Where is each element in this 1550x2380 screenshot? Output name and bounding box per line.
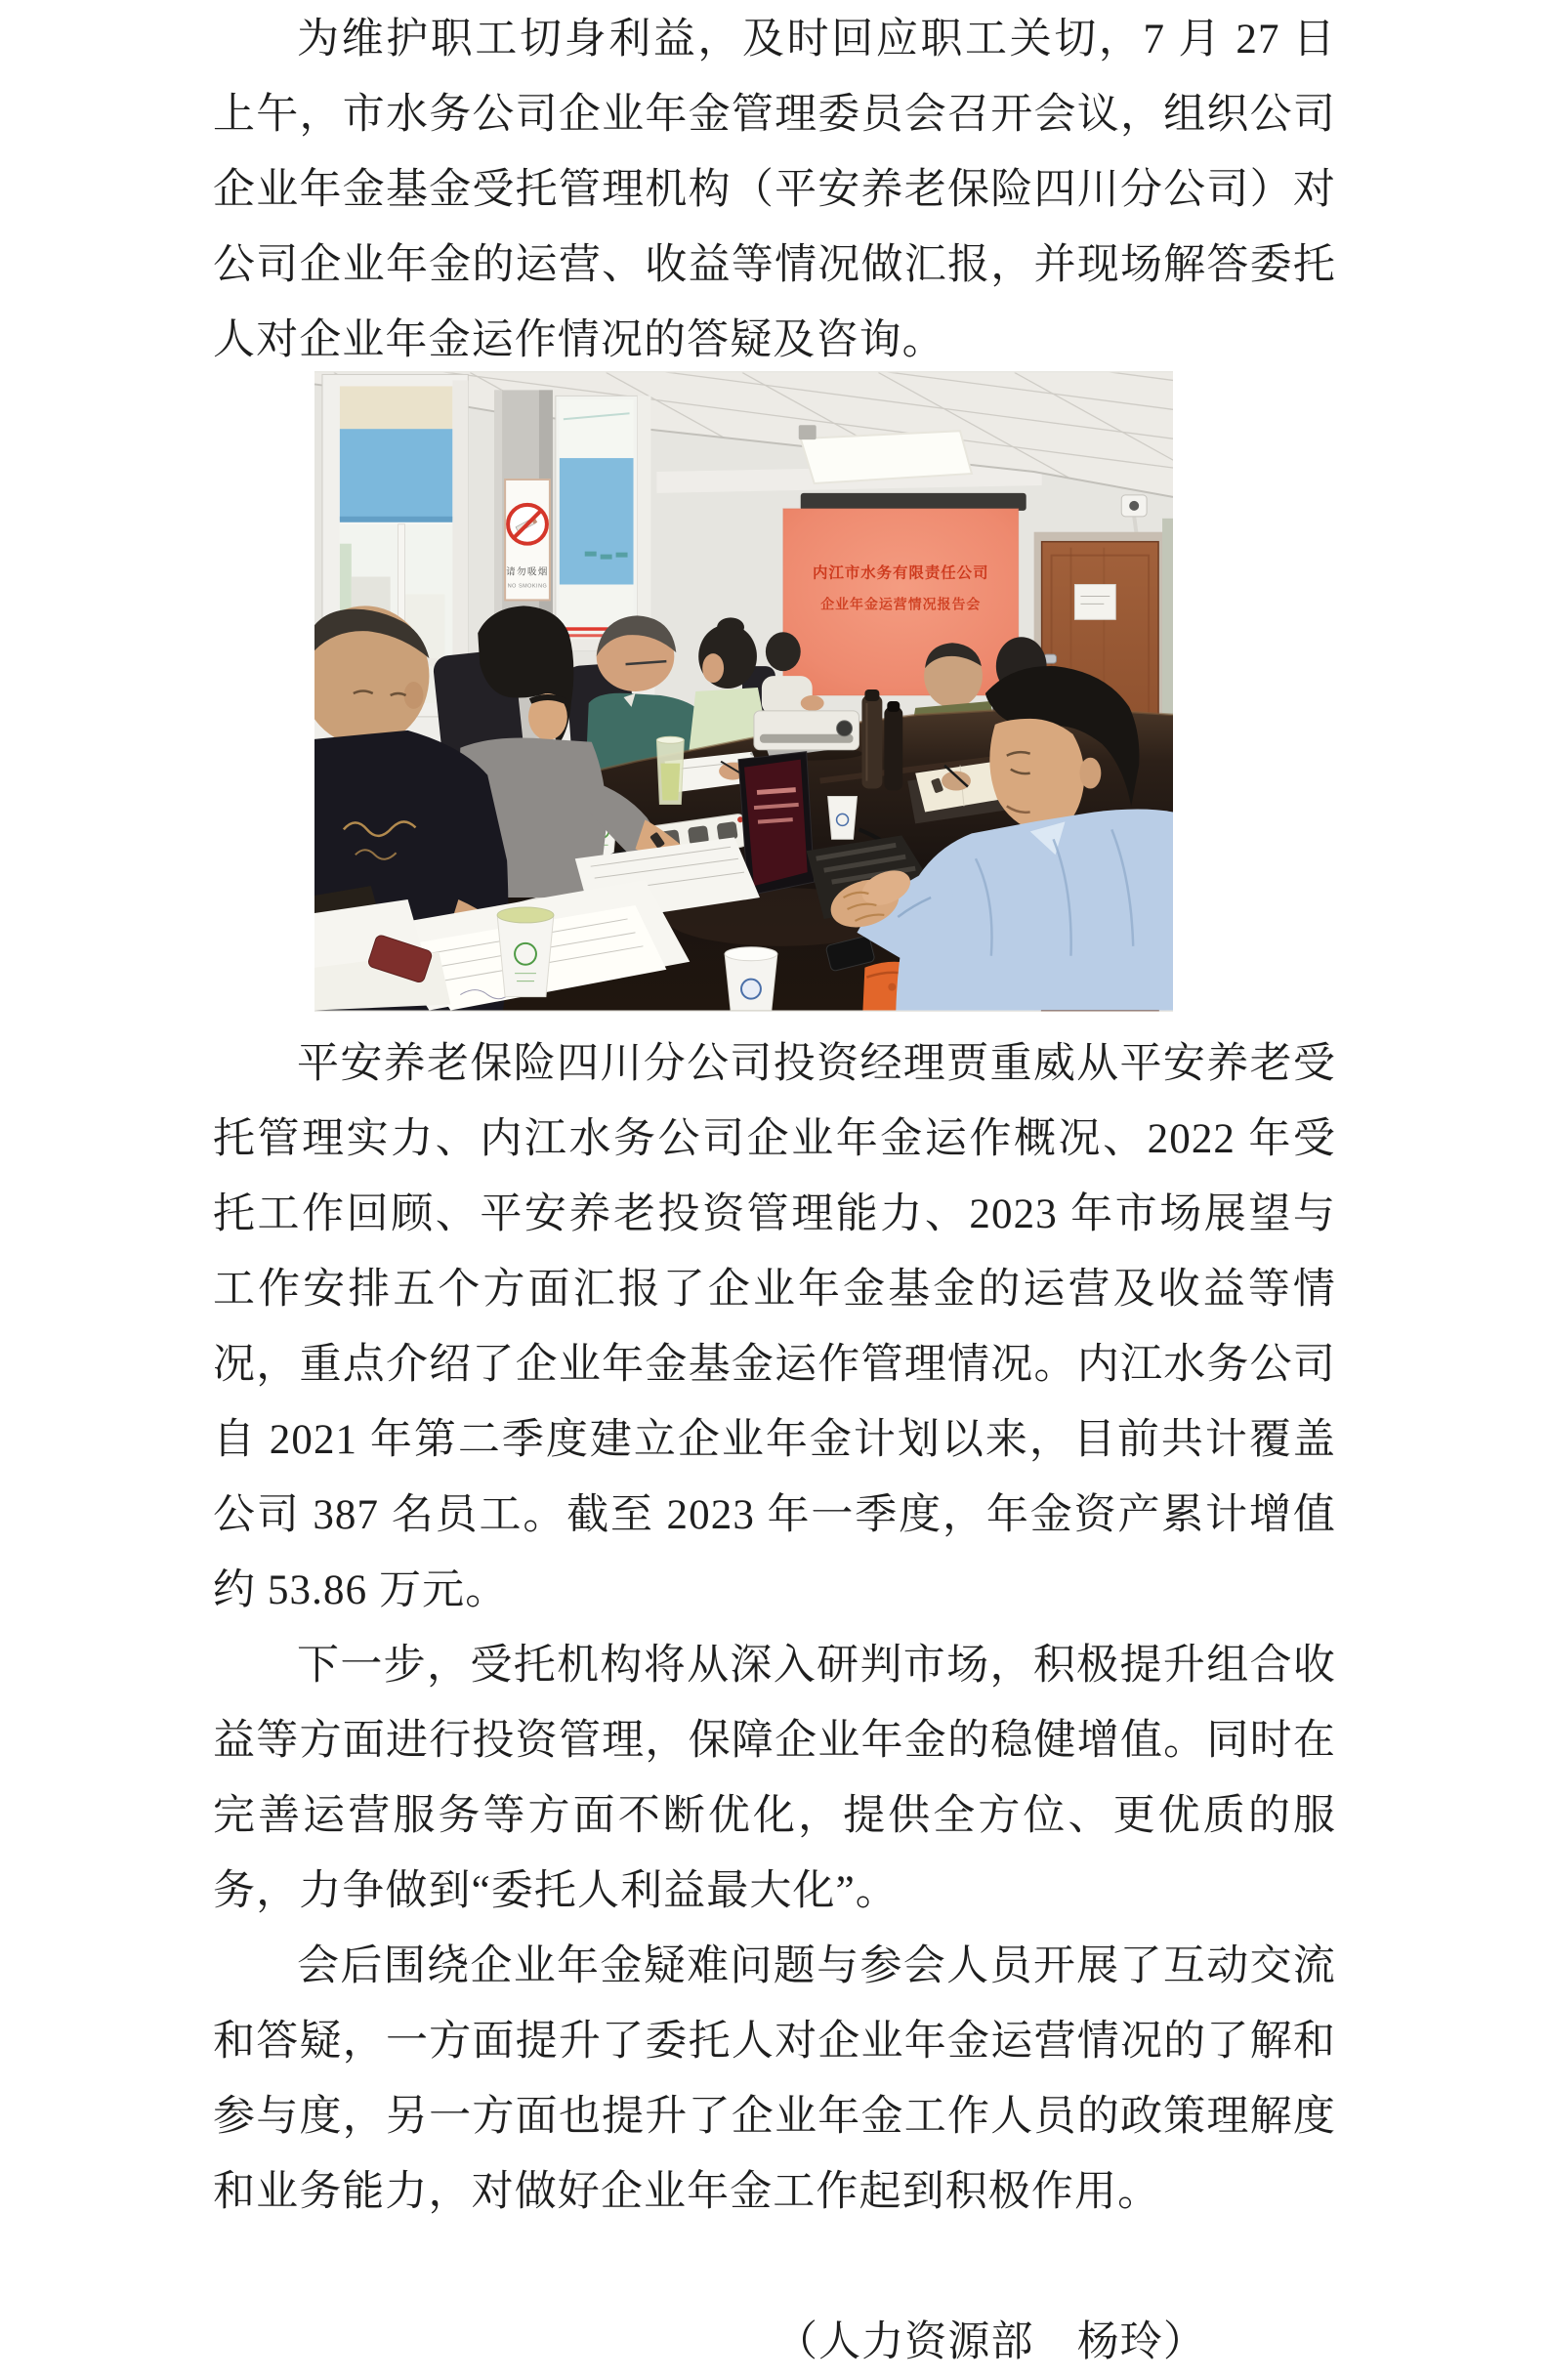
tea-glass xyxy=(656,736,684,804)
laptop-screen xyxy=(744,760,808,886)
meeting-photo xyxy=(314,371,1173,1012)
paragraph-2: 平安养老保险四川分公司投资经理贾重威从平安养老受托管理实力、内江水务公司企业年金运作概况、2022 年受托工作回顾、平安养老投资管理能力、2023 年市场展望与工作安排五个方面汇报了企业年金基金的运营及收益等情况，重点介绍了企业年金基金运作管理情况。内江水务公司自 2021 年第二季度建立企业年金计划以来，目前共计覆盖公司 387 名员工。截至 2023 年一季度，年金资产累计增值约 53.86 万元。 xyxy=(213,1041,1336,1613)
paragraph-1: 为维护职工切身利益，及时回应职工关切，7 月 27 日上午，市水务公司企业年金管理委员会召开会议，组织公司企业年金基金受托管理机构（平安养老保险四川分公司）对公司企业年金的运营、收益等情况做汇报，并现场解答委托人对企业年金运作情况的答疑及咨询。 xyxy=(213,17,1336,363)
ceiling-speaker xyxy=(799,425,817,439)
meeting-photo-scene xyxy=(314,371,1173,1012)
paper-cup-small xyxy=(828,797,858,840)
window-right xyxy=(556,396,651,650)
slide-title-line1: 内江市水务有限责任公司 xyxy=(813,564,989,582)
window-valance xyxy=(340,386,452,431)
window-blind xyxy=(340,429,452,521)
paragraph-4: 会后围绕企业年金疑难问题与参会人员开展了互动交流和答疑，一方面提升了委托人对企业年金运营情况的了解和参与度，另一方面也提升了企业年金工作人员的政策理解度和业务能力，对做好企业年金工作起到积极作用。 xyxy=(213,1943,1336,2215)
no-smoking-text-en: NO SMOKING xyxy=(507,583,548,590)
slide-title-line2: 企业年金运营情况报告会 xyxy=(820,596,982,612)
document-content xyxy=(213,0,1336,2380)
no-smoking-sign xyxy=(505,480,550,600)
projector-lens xyxy=(837,721,853,736)
projector-screen xyxy=(783,509,1019,695)
window-blind xyxy=(560,458,634,584)
thermos-bottles xyxy=(861,689,902,791)
signature-line: （人力资源部 杨玲） xyxy=(775,2319,1206,2365)
screen-housing-bar xyxy=(801,493,1026,511)
no-smoking-text-cn: 请勿吸烟 xyxy=(506,566,549,578)
door-sign xyxy=(1074,584,1115,619)
ceiling-light-panel xyxy=(801,431,972,483)
paper-cup-front-left xyxy=(497,907,554,997)
paragraph-3: 下一步，受托机构将从深入研判市场，积极提升组合收益等方面进行投资管理，保障企业年金的稳健增值。同时在完善运营服务等方面不断优化，提供全方位、更优质的服务，力争做到“委托人利益最大化”。 xyxy=(213,1643,1336,1914)
paper-cup-front-center xyxy=(725,947,777,1011)
